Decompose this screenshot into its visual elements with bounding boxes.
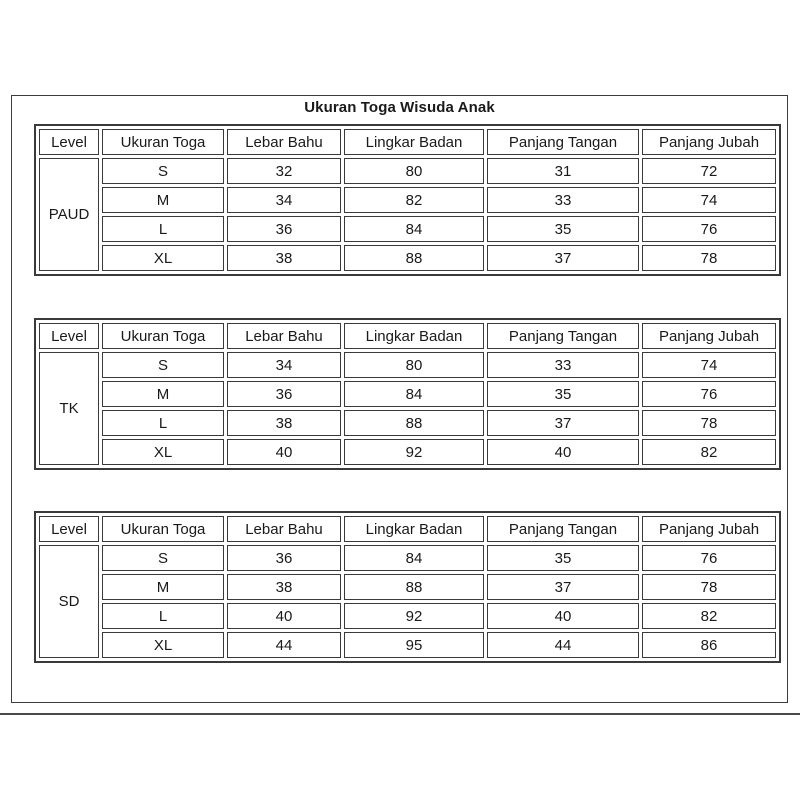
header-ukuran-toga: Ukuran Toga bbox=[102, 129, 224, 155]
cell-panjang-jubah: 76 bbox=[642, 216, 776, 242]
cell-lingkar-badan: 80 bbox=[344, 352, 484, 378]
cell-lingkar-badan: 88 bbox=[344, 245, 484, 271]
header-level: Level bbox=[39, 323, 99, 349]
cell-lingkar-badan: 92 bbox=[344, 439, 484, 465]
cell-ukuran-toga: M bbox=[102, 574, 224, 600]
header-ukuran-toga: Ukuran Toga bbox=[102, 323, 224, 349]
cell-panjang-tangan: 44 bbox=[487, 632, 639, 658]
cell-ukuran-toga: S bbox=[102, 545, 224, 571]
header-lebar-bahu: Lebar Bahu bbox=[227, 516, 341, 542]
cell-lebar-bahu: 36 bbox=[227, 381, 341, 407]
header-panjang-jubah: Panjang Jubah bbox=[642, 129, 776, 155]
header-panjang-tangan: Panjang Tangan bbox=[487, 323, 639, 349]
cell-lingkar-badan: 84 bbox=[344, 216, 484, 242]
table-row bbox=[39, 187, 776, 213]
cell-panjang-jubah: 76 bbox=[642, 381, 776, 407]
table-row bbox=[39, 381, 776, 407]
header-lingkar-badan: Lingkar Badan bbox=[344, 516, 484, 542]
table-row bbox=[39, 632, 776, 658]
cell-panjang-jubah: 72 bbox=[642, 158, 776, 184]
cell-panjang-tangan: 37 bbox=[487, 574, 639, 600]
size-table-paud bbox=[34, 124, 781, 276]
cell-panjang-tangan: 35 bbox=[487, 216, 639, 242]
cell-ukuran-toga: XL bbox=[102, 632, 224, 658]
header-row bbox=[39, 516, 776, 542]
header-lingkar-badan: Lingkar Badan bbox=[344, 323, 484, 349]
cell-lingkar-badan: 92 bbox=[344, 603, 484, 629]
header-panjang-tangan: Panjang Tangan bbox=[487, 129, 639, 155]
cell-panjang-jubah: 82 bbox=[642, 603, 776, 629]
header-row bbox=[39, 323, 776, 349]
header-panjang-tangan: Panjang Tangan bbox=[487, 516, 639, 542]
cell-panjang-tangan: 35 bbox=[487, 545, 639, 571]
cell-lingkar-badan: 88 bbox=[344, 410, 484, 436]
level-cell: PAUD bbox=[39, 158, 99, 271]
header-lebar-bahu: Lebar Bahu bbox=[227, 323, 341, 349]
level-cell: TK bbox=[39, 352, 99, 465]
cell-lebar-bahu: 44 bbox=[227, 632, 341, 658]
header-panjang-jubah: Panjang Jubah bbox=[642, 516, 776, 542]
cell-panjang-jubah: 74 bbox=[642, 352, 776, 378]
cell-lingkar-badan: 82 bbox=[344, 187, 484, 213]
cell-panjang-jubah: 78 bbox=[642, 410, 776, 436]
cell-panjang-tangan: 33 bbox=[487, 352, 639, 378]
cell-lebar-bahu: 40 bbox=[227, 603, 341, 629]
cell-lebar-bahu: 36 bbox=[227, 545, 341, 571]
cell-ukuran-toga: L bbox=[102, 410, 224, 436]
cell-ukuran-toga: M bbox=[102, 381, 224, 407]
table-row bbox=[39, 352, 776, 378]
size-table-tk bbox=[34, 318, 781, 470]
header-panjang-jubah: Panjang Jubah bbox=[642, 323, 776, 349]
cell-lingkar-badan: 88 bbox=[344, 574, 484, 600]
cell-lebar-bahu: 38 bbox=[227, 245, 341, 271]
cell-ukuran-toga: L bbox=[102, 603, 224, 629]
cell-ukuran-toga: XL bbox=[102, 439, 224, 465]
cell-lebar-bahu: 38 bbox=[227, 574, 341, 600]
cell-ukuran-toga: M bbox=[102, 187, 224, 213]
table-row bbox=[39, 410, 776, 436]
cell-panjang-jubah: 76 bbox=[642, 545, 776, 571]
table-row bbox=[39, 574, 776, 600]
cell-lebar-bahu: 36 bbox=[227, 216, 341, 242]
cell-ukuran-toga: S bbox=[102, 158, 224, 184]
cell-ukuran-toga: L bbox=[102, 216, 224, 242]
cell-panjang-tangan: 33 bbox=[487, 187, 639, 213]
table-row bbox=[39, 158, 776, 184]
table-row bbox=[39, 545, 776, 571]
header-row bbox=[39, 129, 776, 155]
cell-lebar-bahu: 40 bbox=[227, 439, 341, 465]
cell-lebar-bahu: 34 bbox=[227, 352, 341, 378]
cell-lingkar-badan: 84 bbox=[344, 381, 484, 407]
cell-ukuran-toga: XL bbox=[102, 245, 224, 271]
document-title: Ukuran Toga Wisuda Anak bbox=[304, 99, 495, 116]
cell-lingkar-badan: 84 bbox=[344, 545, 484, 571]
cell-panjang-tangan: 35 bbox=[487, 381, 639, 407]
divider bbox=[0, 713, 800, 715]
header-lebar-bahu: Lebar Bahu bbox=[227, 129, 341, 155]
cell-panjang-tangan: 40 bbox=[487, 439, 639, 465]
table-row bbox=[39, 245, 776, 271]
cell-panjang-tangan: 37 bbox=[487, 245, 639, 271]
header-level: Level bbox=[39, 129, 99, 155]
header-ukuran-toga: Ukuran Toga bbox=[102, 516, 224, 542]
size-table-sd bbox=[34, 511, 781, 663]
cell-panjang-jubah: 74 bbox=[642, 187, 776, 213]
table-row bbox=[39, 439, 776, 465]
cell-panjang-jubah: 82 bbox=[642, 439, 776, 465]
size-chart-document bbox=[11, 95, 788, 703]
cell-panjang-jubah: 78 bbox=[642, 245, 776, 271]
cell-panjang-tangan: 37 bbox=[487, 410, 639, 436]
cell-lebar-bahu: 34 bbox=[227, 187, 341, 213]
cell-ukuran-toga: S bbox=[102, 352, 224, 378]
cell-lebar-bahu: 32 bbox=[227, 158, 341, 184]
cell-panjang-jubah: 78 bbox=[642, 574, 776, 600]
cell-panjang-tangan: 31 bbox=[487, 158, 639, 184]
table-row bbox=[39, 603, 776, 629]
cell-lebar-bahu: 38 bbox=[227, 410, 341, 436]
cell-lingkar-badan: 95 bbox=[344, 632, 484, 658]
table-row bbox=[39, 216, 776, 242]
cell-lingkar-badan: 80 bbox=[344, 158, 484, 184]
cell-panjang-tangan: 40 bbox=[487, 603, 639, 629]
header-level: Level bbox=[39, 516, 99, 542]
level-cell: SD bbox=[39, 545, 99, 658]
cell-panjang-jubah: 86 bbox=[642, 632, 776, 658]
header-lingkar-badan: Lingkar Badan bbox=[344, 129, 484, 155]
